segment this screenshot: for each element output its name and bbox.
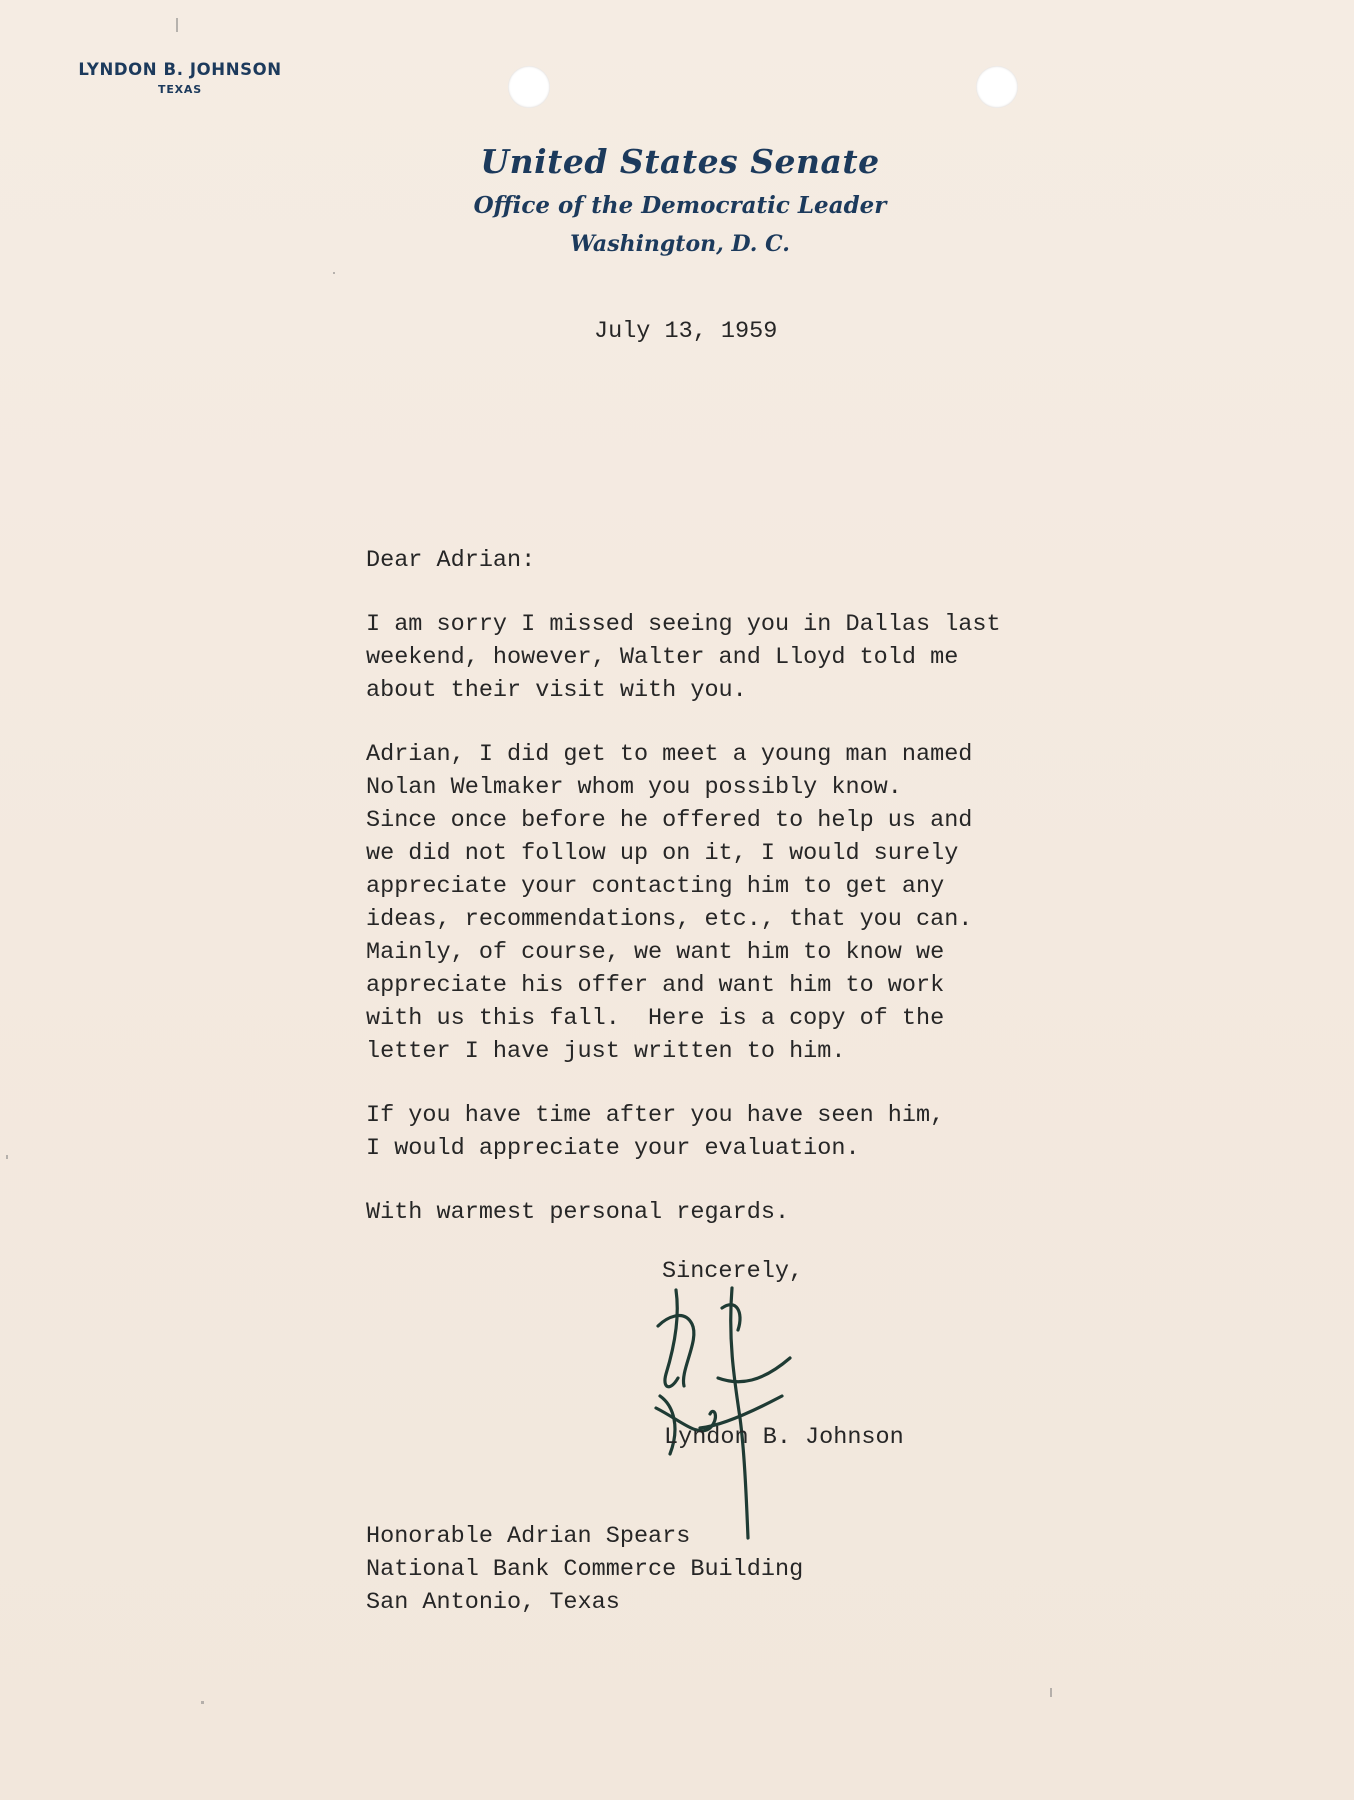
closing: Sincerely, <box>662 1258 804 1285</box>
paragraph-line: With warmest personal regards. <box>366 1199 790 1226</box>
paragraph-line: appreciate your contacting him to get any <box>366 873 945 900</box>
letterhead-senate: United States Senate <box>480 142 880 181</box>
paragraph-line: weekend, however, Walter and Lloyd told me <box>366 644 959 671</box>
letter-date: July 13, 1959 <box>594 318 778 345</box>
letterhead-city: Washington, D. C. <box>570 231 790 257</box>
address-line: National Bank Commerce Building <box>366 1556 804 1583</box>
paper-mark <box>6 1155 8 1159</box>
paragraph-line: If you have time after you have seen him, <box>366 1102 945 1129</box>
signer-name: Lyndon B. Johnson <box>664 1424 904 1451</box>
paragraph-line: about their visit with you. <box>366 677 747 704</box>
paper-mark <box>201 1701 204 1704</box>
paragraph-line: I would appreciate your evaluation. <box>366 1135 860 1162</box>
address-line: Honorable Adrian Spears <box>366 1523 691 1550</box>
sender-state: TEXAS <box>158 83 202 96</box>
paragraph-line: Adrian, I did get to meet a young man named <box>366 741 973 768</box>
address-line: San Antonio, Texas <box>366 1589 620 1616</box>
punch-hole-right <box>976 66 1018 108</box>
paragraph-line: ideas, recommendations, etc., that you can. <box>366 906 973 933</box>
paragraph-line: letter I have just written to him. <box>366 1038 846 1065</box>
paragraph-line: Nolan Welmaker whom you possibly know. <box>366 774 902 801</box>
letterhead-office: Office of the Democratic Leader <box>473 192 887 219</box>
paper-mark <box>333 272 335 274</box>
letterhead <box>430 142 930 262</box>
paragraph-2 <box>366 738 1066 1068</box>
recipient-address <box>366 1520 803 1619</box>
paragraph-1 <box>366 608 1066 707</box>
paragraph-line: with us this fall. Here is a copy of the <box>366 1005 945 1032</box>
sender-name: LYNDON B. JOHNSON <box>78 60 282 79</box>
paragraph-line: Mainly, of course, we want him to know we <box>366 939 945 966</box>
paragraph-3 <box>366 1099 1066 1165</box>
punch-hole-left <box>508 66 550 108</box>
paragraph-line: we did not follow up on it, I would surely <box>366 840 959 867</box>
letter-body <box>366 544 1066 1260</box>
paragraph-line: Since once before he offered to help us and <box>366 807 973 834</box>
paper-mark <box>176 18 178 32</box>
sender-block <box>60 60 300 96</box>
paragraph-line: appreciate his offer and want him to work <box>366 972 945 999</box>
paragraph-line: I am sorry I missed seeing you in Dallas last <box>366 611 1001 638</box>
paragraph-4 <box>366 1196 1066 1229</box>
salutation: Dear Adrian: <box>366 547 536 574</box>
paper-mark <box>1050 1688 1052 1697</box>
